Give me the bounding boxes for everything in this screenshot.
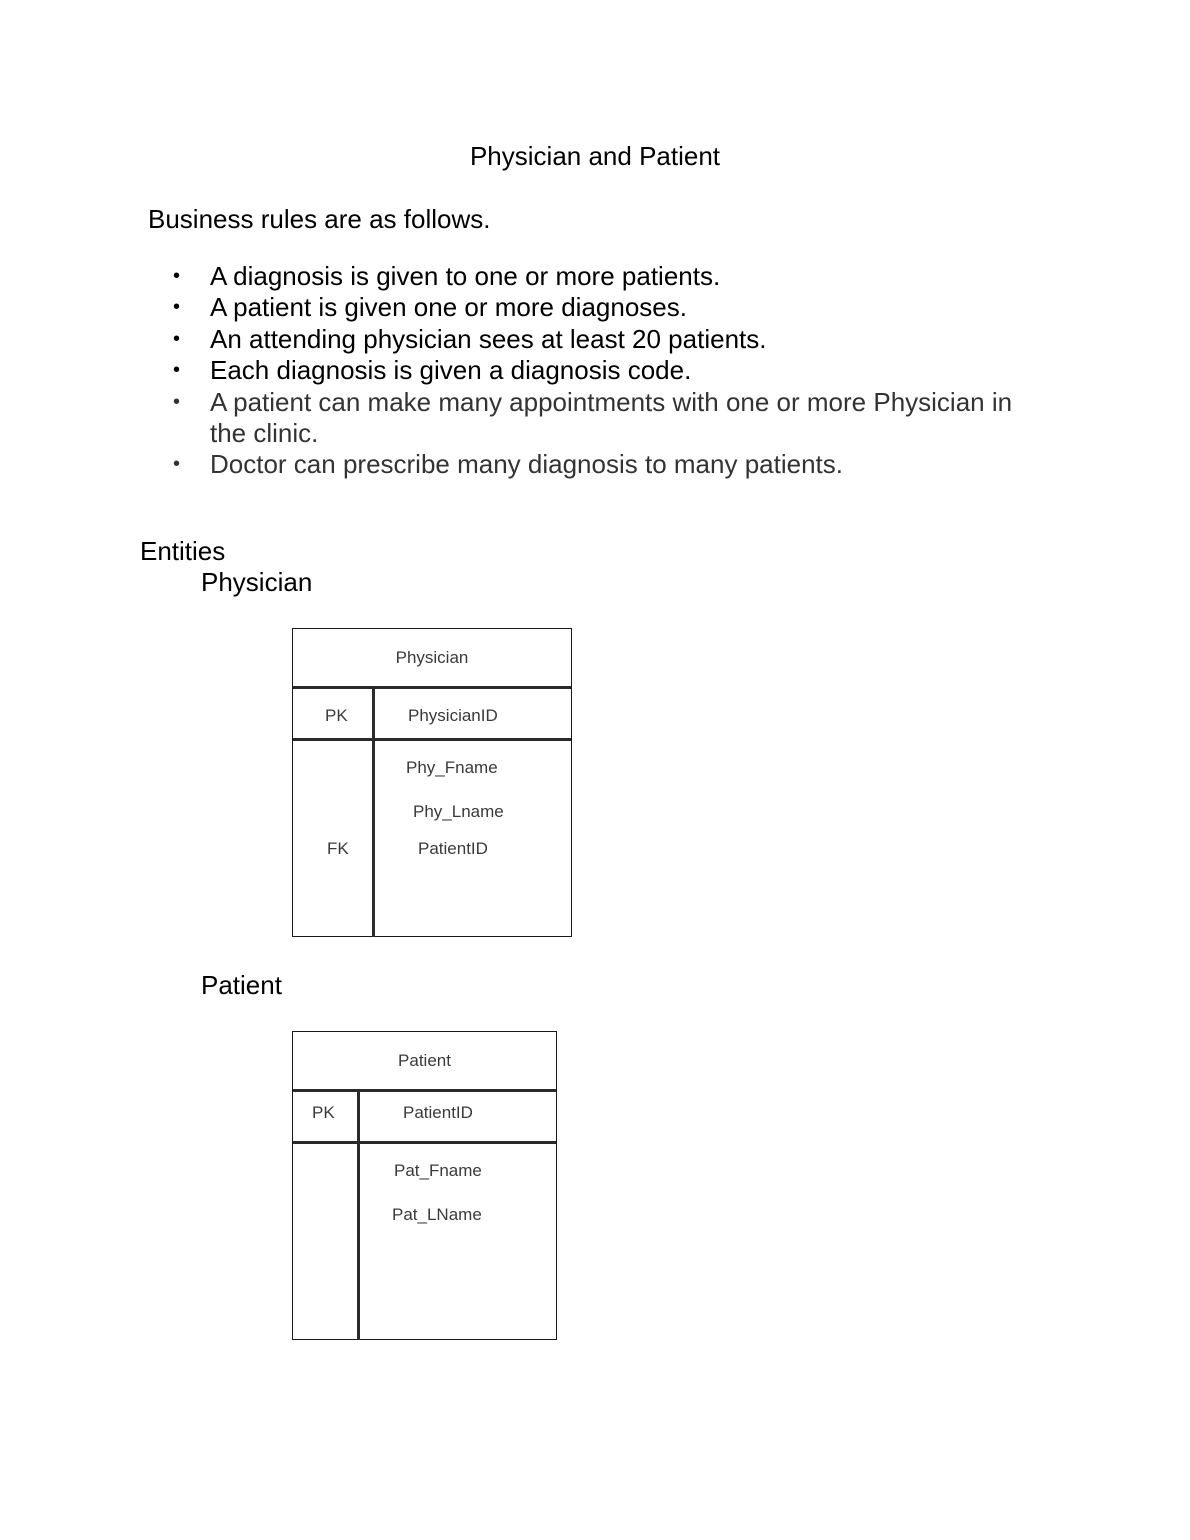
entity-header: Patient xyxy=(293,1032,556,1092)
list-item xyxy=(168,324,1038,355)
physician-subheading: Physician xyxy=(201,567,313,597)
list-item xyxy=(168,449,1038,480)
bullet-icon: • xyxy=(173,453,181,476)
pk-label: PK xyxy=(312,1103,335,1122)
pk-field: PatientID xyxy=(403,1103,473,1122)
patient-subheading: Patient xyxy=(201,970,282,1000)
list-item xyxy=(168,355,1038,386)
patient-entity-table xyxy=(292,1031,557,1340)
list-item xyxy=(168,387,1038,450)
business-rules-intro: Business rules are as follows. xyxy=(148,204,491,234)
rule-text: Each diagnosis is given a diagnosis code. xyxy=(210,355,692,386)
list-item xyxy=(168,261,1038,292)
entity-header: Physician xyxy=(293,629,571,689)
pk-field: PhysicianID xyxy=(408,706,498,725)
physician-entity-table xyxy=(292,628,572,937)
bullet-icon: • xyxy=(173,296,181,319)
fk-label: FK xyxy=(327,839,349,858)
rule-text: A patient can make many appointments with one or more Physician in the clinic. xyxy=(210,386,1013,449)
column-divider xyxy=(372,687,375,937)
rule-text: A diagnosis is given to one or more patients. xyxy=(210,261,721,291)
column-divider xyxy=(357,1090,360,1340)
field-name: PatientID xyxy=(418,839,488,858)
pk-label: PK xyxy=(325,706,348,725)
rule-text: Doctor can prescribe many diagnosis to many patients. xyxy=(210,449,843,480)
bullet-icon: • xyxy=(173,359,181,382)
bullet-icon: • xyxy=(173,265,181,287)
rule-text: A patient is given one or more diagnoses. xyxy=(210,292,687,323)
rule-text: An attending physician sees at least 20 patients. xyxy=(210,323,767,354)
list-item xyxy=(168,292,1038,323)
business-rules-list xyxy=(168,261,1038,481)
document-title: Physician and Patient xyxy=(469,141,721,171)
field-name: Phy_Fname xyxy=(406,758,498,777)
entities-heading: Entities xyxy=(140,536,226,566)
field-name: Phy_Lname xyxy=(413,802,504,821)
bullet-icon: • xyxy=(173,390,181,413)
field-name: Pat_LName xyxy=(392,1205,482,1224)
field-name: Pat_Fname xyxy=(394,1161,482,1180)
bullet-icon: • xyxy=(173,327,181,350)
